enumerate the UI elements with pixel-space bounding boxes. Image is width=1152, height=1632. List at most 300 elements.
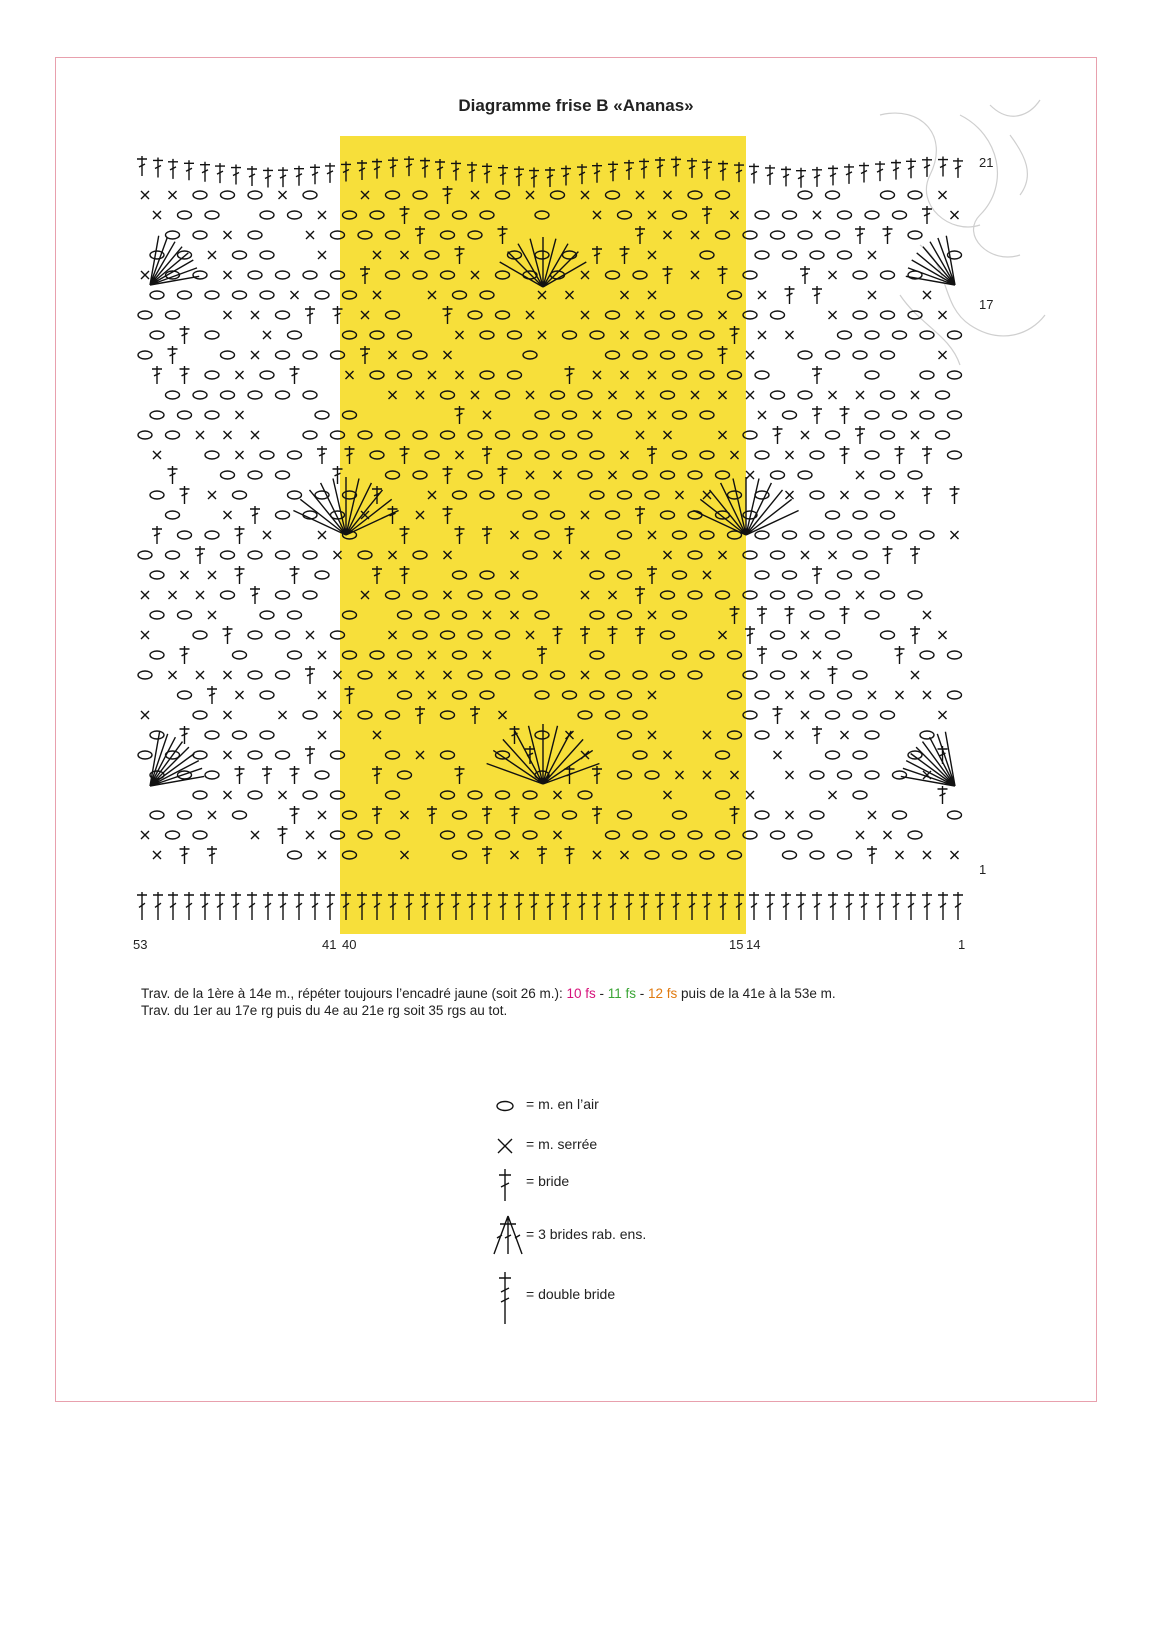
double-crochet-icon — [773, 426, 783, 444]
instruction-line-1: Trav. de la 1ère à 14e m., répéter toujours l’encadré jaune (soit 26 m.): 10 fs - 11 fs - 12 fs puis de la 41e à la 53e m. — [141, 986, 836, 1001]
double-crochet-icon — [278, 892, 288, 920]
chain-icon — [303, 431, 317, 439]
double-crochet-icon — [828, 165, 838, 185]
chain-icon — [865, 571, 879, 579]
chain-icon — [288, 331, 302, 339]
chain-icon — [881, 351, 895, 359]
stitch-label-14: 14 — [746, 937, 761, 952]
chain-icon — [920, 411, 934, 419]
single-crochet-icon — [196, 671, 204, 679]
single-crochet-icon — [318, 851, 326, 859]
single-crochet-icon — [141, 191, 149, 199]
double-crochet-icon — [796, 892, 806, 920]
chain-icon — [150, 611, 164, 619]
chain-icon — [260, 731, 274, 739]
double-crochet-icon — [168, 159, 178, 179]
double-crochet-icon — [152, 366, 162, 384]
double-crochet-icon — [859, 892, 869, 920]
instruction-line-2: Trav. du 1er au 17e rg puis du 4e au 21e rg soit 35 rgs au tot. — [141, 1003, 508, 1018]
chain-icon — [193, 231, 207, 239]
single-crochet-icon — [758, 331, 766, 339]
double-crochet-icon — [168, 346, 178, 364]
chain-icon — [826, 231, 840, 239]
chain-icon — [893, 771, 907, 779]
stitch-label-40: 40 — [342, 937, 357, 952]
chain-icon — [303, 191, 317, 199]
chain-icon — [755, 811, 769, 819]
double-crochet-icon — [812, 167, 822, 187]
single-crochet-icon — [746, 791, 754, 799]
chain-icon — [303, 711, 317, 719]
double-crochet-icon — [325, 163, 335, 183]
chain-icon — [150, 331, 164, 339]
fan-shell-icon — [906, 236, 955, 285]
chain-icon — [248, 231, 262, 239]
chain-icon — [838, 331, 852, 339]
double-crochet-icon — [938, 157, 948, 177]
double-crochet-icon — [490, 1165, 520, 1205]
double-crochet-icon — [153, 157, 163, 177]
chain-icon — [205, 371, 219, 379]
single-crochet-icon — [279, 711, 287, 719]
chain-icon — [150, 731, 164, 739]
chain-icon — [838, 851, 852, 859]
chain-icon — [221, 551, 235, 559]
double-crochet-icon — [200, 162, 210, 182]
chain-icon — [288, 451, 302, 459]
single-crochet-icon — [868, 691, 876, 699]
single-crochet-icon — [923, 851, 931, 859]
chain-icon — [771, 311, 785, 319]
fan-shell-icon — [901, 732, 955, 786]
chain-icon — [248, 631, 262, 639]
single-crochet-icon — [181, 571, 189, 579]
single-crochet-icon — [868, 291, 876, 299]
double-crochet-icon — [906, 158, 916, 178]
chain-icon — [798, 591, 812, 599]
chain-icon — [166, 311, 180, 319]
chain-icon — [166, 551, 180, 559]
double-crochet-icon — [180, 726, 190, 744]
chain-icon — [881, 631, 895, 639]
single-crochet-icon — [224, 791, 232, 799]
single-crochet-icon — [318, 531, 326, 539]
single-crochet-icon — [224, 671, 232, 679]
chain-icon — [810, 811, 824, 819]
single-crochet-icon — [224, 231, 232, 239]
double-crochet-icon — [922, 892, 932, 920]
double-crochet-icon — [855, 226, 865, 244]
double-crochet-icon — [180, 326, 190, 344]
chain-icon — [908, 471, 922, 479]
chain-icon — [276, 471, 290, 479]
single-crochet-icon — [868, 251, 876, 259]
double-crochet-icon — [953, 158, 963, 178]
double-crochet-icon — [938, 786, 948, 804]
double-crochet-icon — [184, 160, 194, 180]
single-crochet-icon — [856, 391, 864, 399]
chain-icon — [138, 351, 152, 359]
double-crochet-icon — [749, 163, 759, 183]
single-crochet-icon — [141, 591, 149, 599]
double-crochet-icon — [290, 766, 300, 784]
double-crochet-icon — [749, 892, 759, 920]
chain-icon — [490, 1096, 520, 1116]
single-crochet-icon — [746, 351, 754, 359]
double-crochet-icon — [883, 226, 893, 244]
chain-icon — [920, 731, 934, 739]
chain-icon — [920, 531, 934, 539]
single-crochet-icon — [153, 851, 161, 859]
chain-icon — [315, 771, 329, 779]
double-crochet-icon — [310, 892, 320, 920]
chain-icon — [881, 311, 895, 319]
chain-icon — [138, 751, 152, 759]
chain-icon — [248, 551, 262, 559]
chain-icon — [771, 391, 785, 399]
chain-icon — [150, 811, 164, 819]
chain-icon — [948, 451, 962, 459]
chain-icon — [838, 251, 852, 259]
chain-icon — [166, 391, 180, 399]
double-crochet-icon — [180, 846, 190, 864]
single-crochet-icon — [291, 291, 299, 299]
chain-icon — [233, 491, 247, 499]
chain-icon — [233, 731, 247, 739]
chain-icon — [138, 431, 152, 439]
single-crochet-icon — [141, 711, 149, 719]
chain-icon — [865, 491, 879, 499]
chain-icon — [881, 711, 895, 719]
chain-icon — [755, 371, 769, 379]
chain-icon — [838, 531, 852, 539]
single-crochet-icon — [224, 311, 232, 319]
single-crochet-icon — [141, 631, 149, 639]
chain-icon — [248, 191, 262, 199]
chain-icon — [755, 571, 769, 579]
chain-icon — [755, 531, 769, 539]
single-crochet-icon — [939, 191, 947, 199]
double-crochet-icon — [895, 446, 905, 464]
diagram-title: Diagramme frise B «Ananas» — [458, 96, 694, 115]
double-crochet-icon — [180, 646, 190, 664]
fan-shell-icon — [150, 236, 199, 285]
chain-icon — [260, 251, 274, 259]
chain-icon — [826, 591, 840, 599]
single-crochet-icon — [774, 751, 782, 759]
double-crochet-icon — [231, 165, 241, 185]
chain-icon — [755, 731, 769, 739]
double-crochet-icon — [883, 546, 893, 564]
chain-icon — [288, 211, 302, 219]
chain-icon — [205, 211, 219, 219]
single-crochet-icon — [951, 851, 959, 859]
chain-icon — [248, 791, 262, 799]
double-crochet-icon — [757, 646, 767, 664]
chain-icon — [948, 811, 962, 819]
chain-icon — [881, 591, 895, 599]
chain-icon — [771, 591, 785, 599]
chain-icon — [783, 531, 797, 539]
chain-icon — [755, 211, 769, 219]
double-crochet-icon — [757, 606, 767, 624]
chain-icon — [936, 391, 950, 399]
single-crochet-icon — [251, 431, 259, 439]
chain-icon — [771, 631, 785, 639]
chain-icon — [288, 611, 302, 619]
chain-icon — [178, 691, 192, 699]
double-crochet-icon — [867, 846, 877, 864]
double-crochet-icon — [247, 892, 257, 920]
chain-icon — [178, 531, 192, 539]
treble-crochet-icon — [490, 1268, 520, 1328]
chain-icon — [826, 711, 840, 719]
single-crochet-icon — [896, 491, 904, 499]
single-crochet-icon — [829, 551, 837, 559]
single-crochet-icon — [318, 251, 326, 259]
chain-icon — [205, 731, 219, 739]
single-crochet-icon — [224, 431, 232, 439]
chain-icon — [853, 791, 867, 799]
single-crochet-icon — [923, 291, 931, 299]
chain-icon — [138, 551, 152, 559]
chain-icon — [315, 291, 329, 299]
chain-icon — [303, 551, 317, 559]
double-crochet-icon — [812, 286, 822, 304]
chain-icon — [248, 471, 262, 479]
single-crochet-icon — [856, 471, 864, 479]
double-crochet-icon — [305, 666, 315, 684]
chain-icon — [826, 511, 840, 519]
double-crochet-icon — [294, 166, 304, 186]
chain-icon — [893, 211, 907, 219]
chain-icon — [798, 471, 812, 479]
chain-icon — [205, 291, 219, 299]
chain-icon — [948, 651, 962, 659]
single-crochet-icon — [224, 751, 232, 759]
double-crochet-icon — [235, 526, 245, 544]
double-crochet-icon — [765, 892, 775, 920]
single-crochet-icon — [758, 291, 766, 299]
chain-icon — [221, 191, 235, 199]
chain-icon — [303, 591, 317, 599]
single-crochet-icon — [813, 211, 821, 219]
chain-icon — [303, 351, 317, 359]
chain-icon — [881, 511, 895, 519]
single-crochet-icon — [208, 251, 216, 259]
double-crochet-icon — [215, 892, 225, 920]
chain-icon — [248, 271, 262, 279]
single-crochet-icon — [141, 271, 149, 279]
single-crochet-icon — [208, 611, 216, 619]
double-crochet-icon — [828, 666, 838, 684]
chain-icon — [948, 371, 962, 379]
single-crochet-icon — [208, 491, 216, 499]
chain-icon — [193, 631, 207, 639]
chain-icon — [755, 451, 769, 459]
chain-icon — [233, 251, 247, 259]
single-crochet-icon — [196, 431, 204, 439]
double-crochet-icon — [953, 892, 963, 920]
chain-icon — [920, 651, 934, 659]
single-crochet-icon — [829, 791, 837, 799]
chain-icon — [150, 411, 164, 419]
chain-icon — [315, 571, 329, 579]
fs11-label: 11 fs — [607, 986, 637, 1001]
single-crochet-icon — [153, 451, 161, 459]
single-crochet-icon — [208, 571, 216, 579]
double-crochet-icon — [906, 892, 916, 920]
chain-icon — [881, 191, 895, 199]
chain-icon — [893, 411, 907, 419]
single-crochet-icon — [141, 831, 149, 839]
double-crochet-icon — [235, 766, 245, 784]
chain-icon — [893, 811, 907, 819]
chain-icon — [853, 311, 867, 319]
chain-icon — [138, 311, 152, 319]
chain-icon — [783, 411, 797, 419]
single-crochet-icon — [951, 531, 959, 539]
double-crochet-icon — [325, 892, 335, 920]
single-crochet-icon — [224, 271, 232, 279]
single-crochet-icon — [318, 691, 326, 699]
chain-icon — [771, 471, 785, 479]
double-crochet-icon — [922, 446, 932, 464]
single-crochet-icon — [786, 771, 794, 779]
chain-icon — [936, 431, 950, 439]
single-crochet-icon — [939, 311, 947, 319]
single-crochet-icon — [318, 731, 326, 739]
chain-icon — [193, 711, 207, 719]
single-crochet-icon — [896, 691, 904, 699]
double-crochet-icon — [263, 167, 273, 187]
chain-icon — [908, 231, 922, 239]
double-crochet-icon — [812, 726, 822, 744]
single-crochet-icon — [746, 471, 754, 479]
chain-icon — [826, 191, 840, 199]
double-crochet-icon — [137, 892, 147, 920]
single-crochet-icon — [786, 451, 794, 459]
chain-icon — [771, 671, 785, 679]
single-crochet-icon — [801, 431, 809, 439]
single-crochet-icon — [939, 351, 947, 359]
single-crochet-icon — [306, 231, 314, 239]
chain-icon — [826, 351, 840, 359]
double-crochet-icon — [310, 164, 320, 184]
chain-icon — [205, 451, 219, 459]
chain-icon — [260, 691, 274, 699]
chain-icon — [798, 351, 812, 359]
chain-icon — [798, 191, 812, 199]
chain-icon — [826, 751, 840, 759]
chain-icon — [783, 251, 797, 259]
single-crochet-icon — [236, 451, 244, 459]
chain-icon — [276, 351, 290, 359]
chain-icon — [838, 211, 852, 219]
chain-icon — [260, 451, 274, 459]
double-crochet-icon — [875, 892, 885, 920]
chain-icon — [193, 791, 207, 799]
single-crochet-icon — [279, 191, 287, 199]
chain-icon — [893, 331, 907, 339]
chain-icon — [948, 691, 962, 699]
single-crochet-icon — [786, 331, 794, 339]
stitch-label-53: 53 — [133, 937, 148, 952]
double-crochet-icon — [812, 892, 822, 920]
double-crochet-icon — [922, 206, 932, 224]
double-crochet-icon — [207, 686, 217, 704]
single-crochet-icon — [318, 811, 326, 819]
single-crochet-icon — [829, 391, 837, 399]
chain-icon — [908, 751, 922, 759]
single-crochet-icon — [263, 531, 271, 539]
double-crochet-icon — [840, 446, 850, 464]
single-crochet-icon — [251, 831, 259, 839]
double-crochet-icon — [950, 486, 960, 504]
chain-icon — [838, 571, 852, 579]
chain-icon — [865, 611, 879, 619]
row-label-21: 21 — [979, 155, 994, 170]
chain-icon — [908, 311, 922, 319]
single-crochet-icon — [279, 791, 287, 799]
fs12-label: 12 fs — [648, 986, 678, 1001]
chain-icon — [798, 831, 812, 839]
chain-icon — [166, 511, 180, 519]
single-crochet-icon — [318, 211, 326, 219]
double-crochet-icon — [290, 566, 300, 584]
double-crochet-icon — [231, 892, 241, 920]
double-crochet-icon — [765, 165, 775, 185]
chain-icon — [205, 411, 219, 419]
double-crochet-icon — [247, 166, 257, 186]
chain-icon — [771, 231, 785, 239]
chain-icon — [288, 651, 302, 659]
double-crochet-icon — [812, 566, 822, 584]
double-crochet-icon — [891, 892, 901, 920]
chain-icon — [233, 811, 247, 819]
chain-icon — [315, 411, 329, 419]
double-crochet-icon — [263, 892, 273, 920]
chain-icon — [221, 391, 235, 399]
chain-icon — [755, 251, 769, 259]
chain-icon — [193, 751, 207, 759]
chain-icon — [193, 271, 207, 279]
single-crochet-icon — [939, 711, 947, 719]
chain-icon — [166, 831, 180, 839]
chain-icon — [908, 831, 922, 839]
chain-icon — [838, 771, 852, 779]
chain-icon — [260, 211, 274, 219]
chain-icon — [221, 591, 235, 599]
chain-icon — [853, 351, 867, 359]
single-crochet-icon — [786, 731, 794, 739]
double-crochet-icon — [800, 266, 810, 284]
single-crochet-icon — [896, 851, 904, 859]
single-crochet-icon — [224, 711, 232, 719]
double-crochet-icon — [168, 892, 178, 920]
chain-icon — [288, 491, 302, 499]
double-crochet-icon — [153, 892, 163, 920]
single-crochet-icon — [169, 671, 177, 679]
single-crochet-icon — [841, 731, 849, 739]
stitch-label-15: 15 — [729, 937, 744, 952]
chain-icon — [276, 751, 290, 759]
chain-icon — [865, 771, 879, 779]
chain-icon — [783, 211, 797, 219]
double-crochet-icon — [922, 157, 932, 177]
double-crochet-icon — [137, 156, 147, 176]
chain-icon — [303, 791, 317, 799]
